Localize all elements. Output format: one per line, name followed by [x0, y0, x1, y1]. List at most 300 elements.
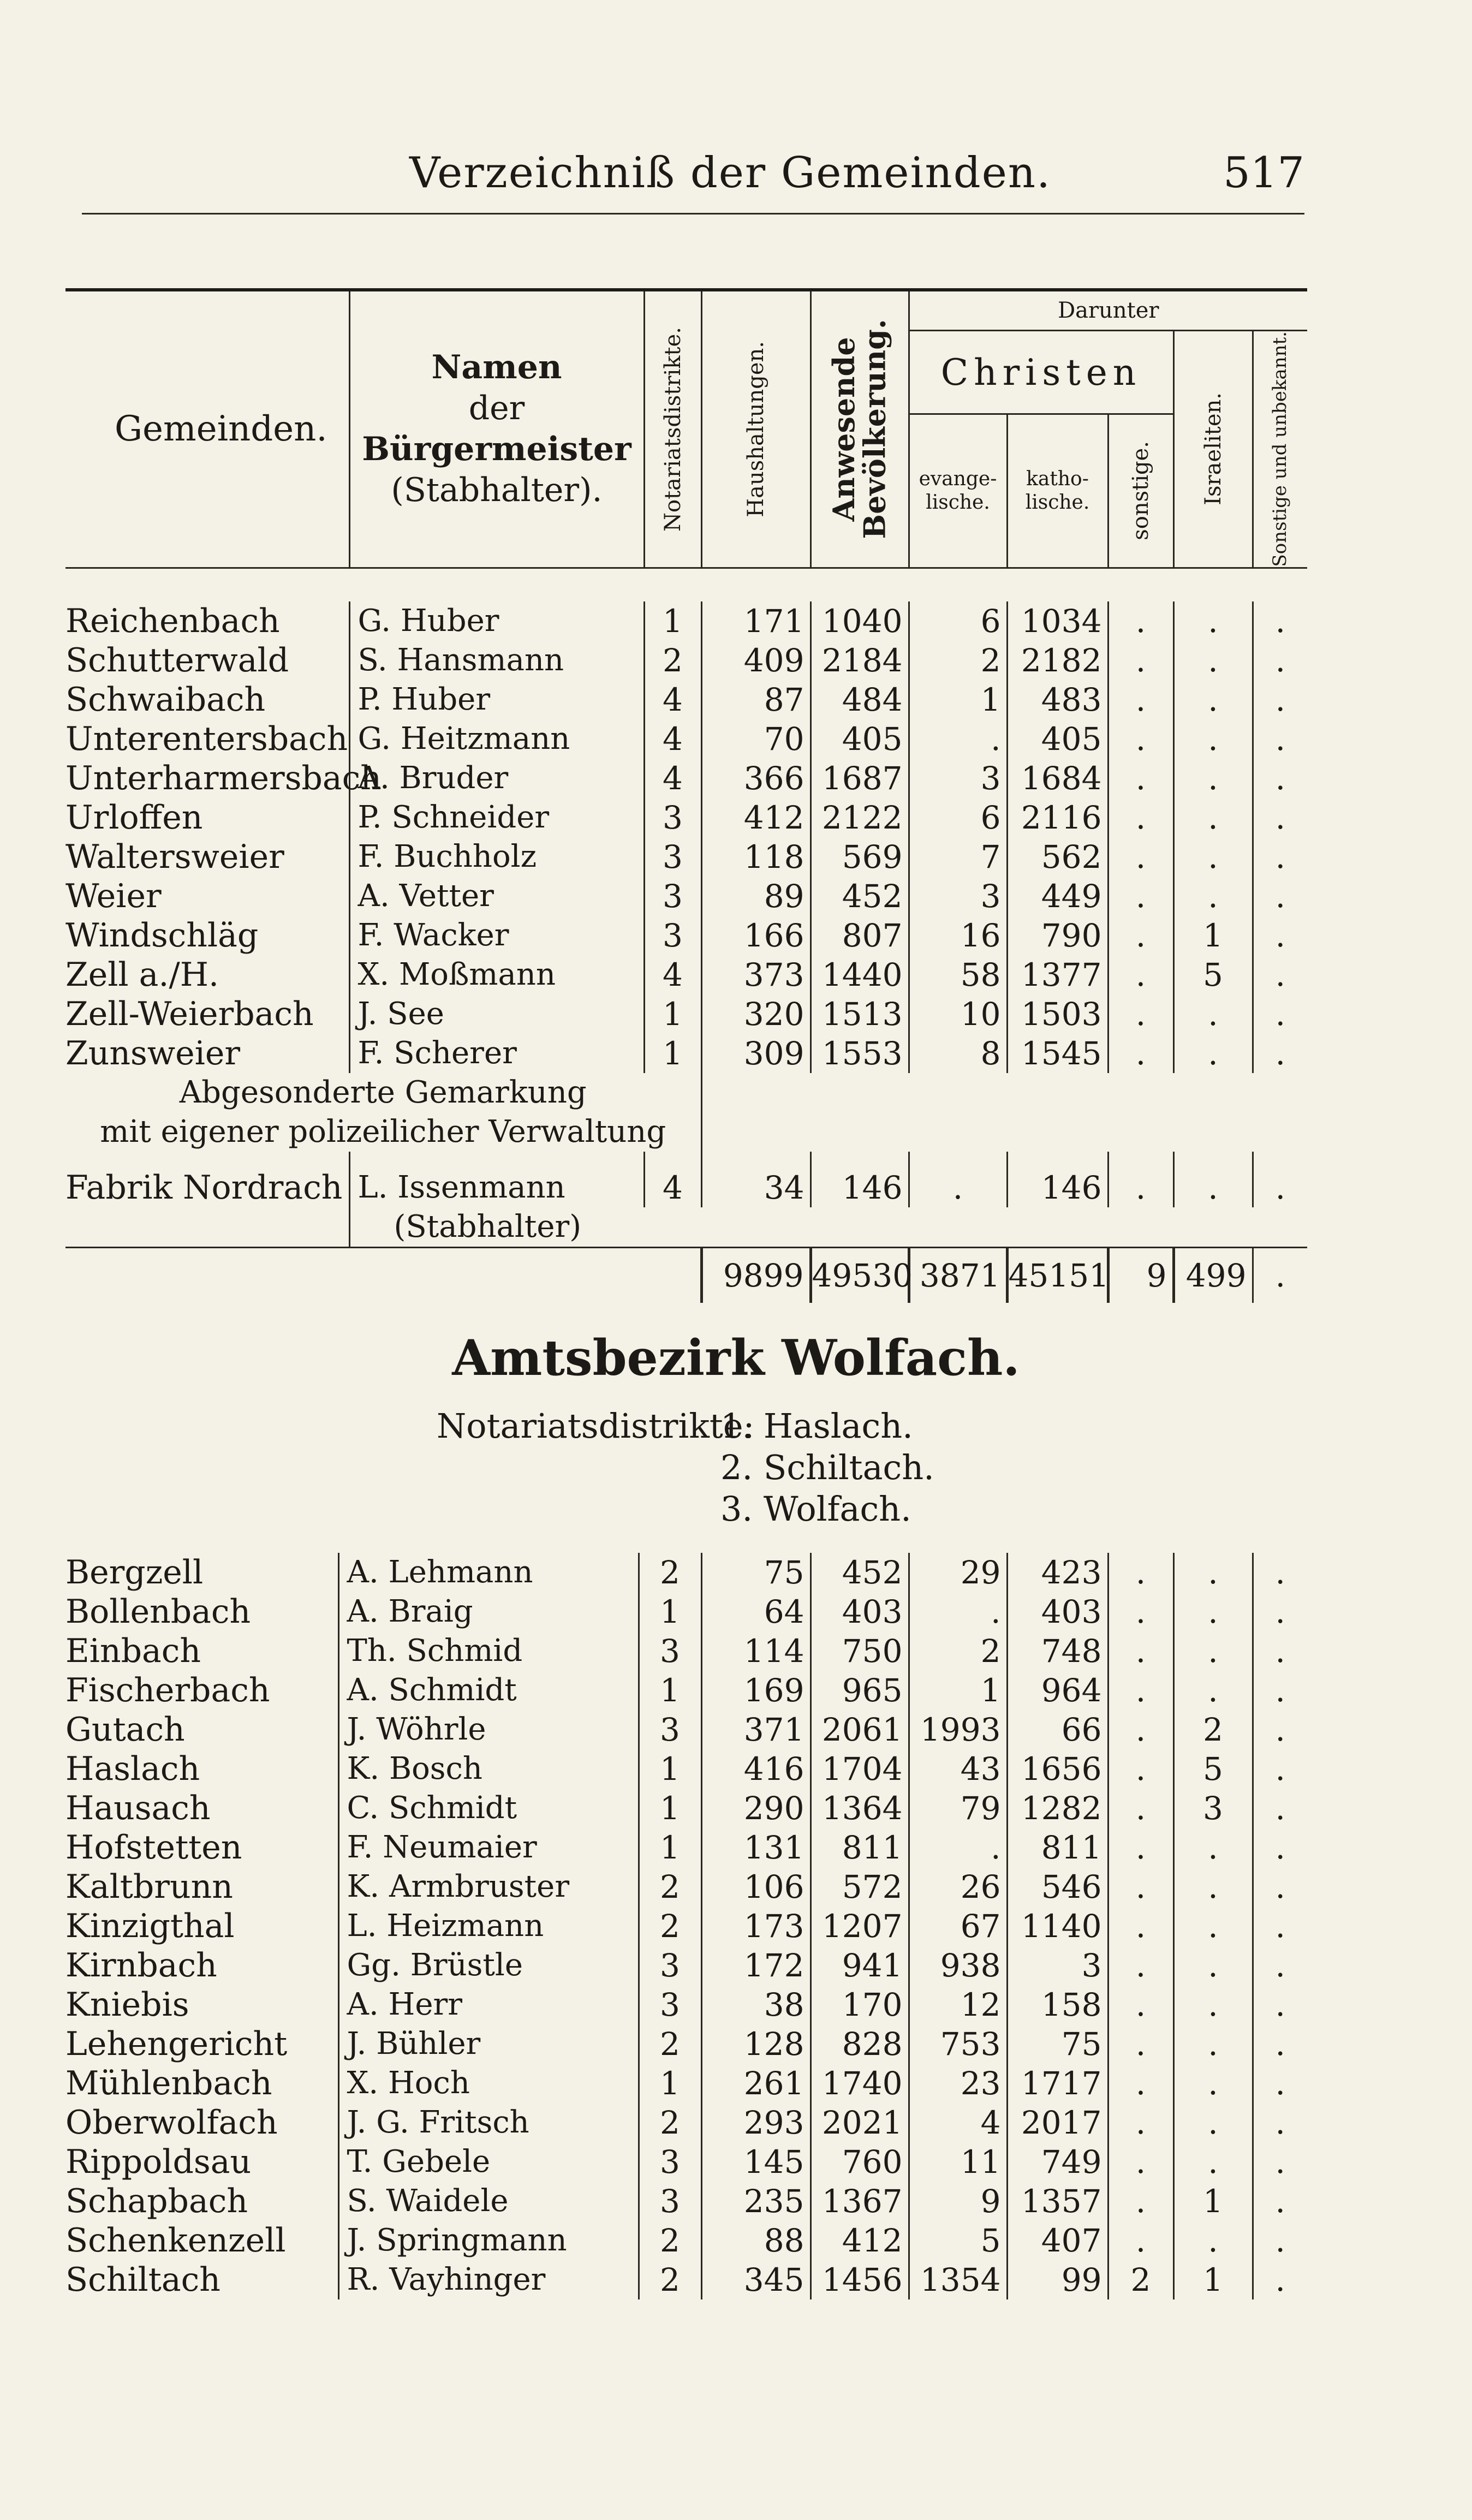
table-cell: Fischerbach	[65, 1671, 270, 1709]
table-cell: .	[1253, 2024, 1307, 2064]
table-row	[65, 1671, 1307, 1710]
table-cell: .	[1108, 2064, 1173, 2103]
table-cell: 449	[1007, 877, 1108, 916]
table-cell: 79	[909, 1789, 1007, 1828]
table-cell: 2017	[1007, 2103, 1108, 2142]
table-cell: 3	[909, 759, 1007, 798]
table-cell: .	[1173, 1553, 1253, 1592]
table-cell: 5	[1173, 955, 1253, 994]
table-cell: .	[1108, 759, 1173, 798]
table-cell: 452	[811, 877, 909, 916]
table-cell: .	[1253, 1907, 1307, 1946]
table-cell: Schutterwald	[65, 641, 289, 680]
table-cell: 416	[701, 1749, 811, 1789]
table-cell: .	[1108, 877, 1173, 916]
table-cell: 1993	[909, 1710, 1007, 1749]
table-row	[65, 2221, 1307, 2260]
table-row	[65, 1631, 1307, 1671]
table-cell: 1717	[1007, 2064, 1108, 2103]
header-notariat: Notariatsdistrikte.	[644, 290, 701, 568]
table-cell: 3	[639, 1985, 701, 2024]
table-cell: .	[1108, 1671, 1173, 1710]
table-cell: .	[1173, 1946, 1253, 1985]
table-cell: 235	[701, 2182, 811, 2221]
table-cell: 3	[644, 877, 701, 916]
table-cell: .	[1173, 2064, 1253, 2103]
table-cell: 1	[644, 1034, 701, 1073]
table-cell: 2	[639, 2024, 701, 2064]
table-cell: .	[1253, 1828, 1307, 1867]
table-cell: .	[1173, 1828, 1253, 1867]
table-cell: 483	[1007, 680, 1108, 719]
header-gemeinden: Gemeinden.	[65, 290, 349, 568]
table-cell: 293	[701, 2103, 811, 2142]
table-cell: 106	[701, 1867, 811, 1907]
table-cell: .	[1108, 2182, 1173, 2221]
table-row	[65, 955, 1307, 994]
table-cell: P. Schneider	[349, 798, 644, 837]
table-cell: 2	[639, 1907, 701, 1946]
table-cell: Bollenbach	[65, 1593, 251, 1631]
table-cell: .	[909, 1592, 1007, 1631]
table-cell: Bergzell	[65, 1553, 204, 1592]
table-row	[65, 1985, 1307, 2024]
header-christen: Christen	[909, 331, 1173, 414]
table-cell: J. Springmann	[338, 2221, 639, 2260]
table-cell: .	[1253, 2260, 1307, 2299]
table-cell: 3	[639, 2142, 701, 2182]
table-cell: .	[1253, 1671, 1307, 1710]
table-cell: Schiltach	[65, 2261, 220, 2299]
table-cell: Schenkenzell	[65, 2221, 286, 2260]
table-cell: 7	[909, 837, 1007, 877]
table-cell: 760	[811, 2142, 909, 2182]
header-unbekannt: Sonstige und unbekannt.	[1253, 331, 1307, 568]
table-cell: .	[1108, 1592, 1173, 1631]
table-cell: 171	[701, 601, 811, 641]
table-cell: 1	[639, 1828, 701, 1867]
table-cell: 1	[1173, 2260, 1253, 2299]
table-cell: 320	[701, 994, 811, 1034]
table-cell: .	[1173, 798, 1253, 837]
table-cell: 131	[701, 1828, 811, 1867]
table-cell: .	[1108, 2103, 1173, 2142]
table-cell: 118	[701, 837, 811, 877]
header-haushaltungen: Haushaltungen.	[701, 290, 811, 568]
table-cell: .	[1173, 2024, 1253, 2064]
table-cell: Zell-Weierbach	[65, 994, 314, 1033]
table-row	[65, 1907, 1307, 1946]
table-cell: .	[1253, 1034, 1307, 1073]
table-cell: Waltersweier	[65, 837, 284, 876]
table-cell: S. Hansmann	[349, 641, 644, 680]
table-cell: 169	[701, 1671, 811, 1710]
table-cell: 88	[701, 2221, 811, 2260]
table-cell: 3	[909, 877, 1007, 916]
table-cell: .	[1108, 2142, 1173, 2182]
table-cell: A. Lehmann	[338, 1553, 639, 1592]
table-cell: 2	[639, 2260, 701, 2299]
table-cell: P. Huber	[349, 680, 644, 719]
table-cell: 10	[909, 994, 1007, 1034]
table-cell: Unterentersbach	[65, 719, 348, 758]
table-cell: 1040	[811, 601, 909, 641]
table-cell: .	[1108, 837, 1173, 877]
table-cell: 1	[1173, 916, 1253, 955]
table-cell: Hausach	[65, 1789, 211, 1827]
table-cell: 412	[701, 798, 811, 837]
table-cell: 3	[644, 916, 701, 955]
table-municipalities-wolfach	[65, 1553, 1307, 2299]
table-cell: 562	[1007, 837, 1108, 877]
table-cell: K. Bosch	[338, 1749, 639, 1789]
table-cell: 366	[701, 759, 811, 798]
table-cell: 1	[644, 601, 701, 641]
table-cell: .	[1108, 601, 1173, 641]
table-cell: 2	[639, 2221, 701, 2260]
table-cell: 2	[639, 1553, 701, 1592]
table-cell: .	[1108, 955, 1173, 994]
table-cell: 9	[909, 2182, 1007, 2221]
table-cell: Kirnbach	[65, 1946, 217, 1985]
table-cell: 2061	[811, 1710, 909, 1749]
table-cell: 58	[909, 955, 1007, 994]
table-cell: 405	[811, 719, 909, 759]
table-cell: 572	[811, 1867, 909, 1907]
table-cell: .	[1253, 1553, 1307, 1592]
table-cell: 403	[1007, 1592, 1108, 1631]
table-cell: .	[1253, 680, 1307, 719]
table-row	[65, 759, 1307, 798]
table-cell: .	[1173, 1867, 1253, 1907]
table-cell: C. Schmidt	[338, 1789, 639, 1828]
table-cell: .	[1108, 1867, 1173, 1907]
table-row	[65, 2142, 1307, 2182]
table-cell: 64	[701, 1592, 811, 1631]
table-cell: .	[1253, 1592, 1307, 1631]
table-cell: .	[1108, 641, 1173, 680]
table-cell: .	[1253, 877, 1307, 916]
table-row	[65, 2064, 1307, 2103]
table-cell: .	[1253, 2142, 1307, 2182]
header-evangelisch: evange-lische.	[909, 414, 1007, 568]
table-cell: 373	[701, 955, 811, 994]
table-cell: 26	[909, 1867, 1007, 1907]
table-row	[65, 2103, 1307, 2142]
table-cell: 6	[909, 601, 1007, 641]
table-row	[65, 719, 1307, 759]
table-cell: 807	[811, 916, 909, 955]
table-cell: Schapbach	[65, 2182, 248, 2220]
table-cell: 1140	[1007, 1907, 1108, 1946]
totals-row: 9899 49530 3871 45151 9 499 .	[65, 1247, 1307, 1303]
page-number: 517	[1223, 148, 1304, 198]
table-cell: 75	[701, 1553, 811, 1592]
table-cell: .	[1108, 1985, 1173, 2024]
table-cell: .	[1253, 2221, 1307, 2260]
header-sonstige: sonstige.	[1108, 414, 1173, 568]
table-cell: 1	[639, 1592, 701, 1631]
table-cell: 4	[644, 955, 701, 994]
table-row	[65, 1592, 1307, 1631]
table-cell: 1740	[811, 2064, 909, 2103]
table-cell: 790	[1007, 916, 1108, 955]
table-cell: .	[1253, 1710, 1307, 1749]
table-cell: 1367	[811, 2182, 909, 2221]
table-cell: 70	[701, 719, 811, 759]
table-cell: S. Waidele	[338, 2182, 639, 2221]
table-cell: Gutach	[65, 1711, 185, 1749]
table-cell: .	[1253, 916, 1307, 955]
table-cell: Mühlenbach	[65, 2064, 272, 2102]
table-cell: 1357	[1007, 2182, 1108, 2221]
table-cell: G. Huber	[349, 601, 644, 641]
table-cell: .	[1253, 994, 1307, 1034]
table-cell: 1687	[811, 759, 909, 798]
table-cell: Haslach	[65, 1750, 200, 1788]
table-row	[65, 798, 1307, 837]
table-row	[65, 1867, 1307, 1907]
table-cell: .	[1173, 877, 1253, 916]
table-cell: 309	[701, 1034, 811, 1073]
page-header	[82, 136, 1304, 215]
table-cell: .	[1108, 916, 1173, 955]
table-cell: Schwaibach	[65, 680, 266, 719]
section-title: Amtsbezirk Wolfach.	[452, 1329, 1020, 1387]
notariat-list	[437, 1405, 934, 1530]
table-cell: 8	[909, 1034, 1007, 1073]
district-3: 3. Wolfach.	[720, 1489, 911, 1529]
header-israeliten: Israeliten.	[1173, 331, 1253, 568]
table-cell: 1	[639, 1789, 701, 1828]
table-cell: F. Wacker	[349, 916, 644, 955]
table-cell: .	[1253, 601, 1307, 641]
table-cell: .	[1253, 798, 1307, 837]
table-cell: 3	[639, 1710, 701, 1749]
table-cell: .	[1108, 1553, 1173, 1592]
table-cell: 2	[639, 2103, 701, 2142]
table-cell: .	[1173, 1671, 1253, 1710]
table-row	[65, 601, 1307, 641]
table-cell: G. Heitzmann	[349, 719, 644, 759]
table-cell: F. Neumaier	[338, 1828, 639, 1867]
header-buergermeister: Namen der Bürgermeister (Stabhalter).	[349, 290, 644, 568]
table-cell: Kniebis	[65, 1986, 189, 2024]
table-cell: .	[1108, 1828, 1173, 1867]
table-cell: 29	[909, 1553, 1007, 1592]
table-cell: Th. Schmid	[338, 1631, 639, 1671]
table-row	[65, 2260, 1307, 2299]
table-cell: .	[1108, 1631, 1173, 1671]
table-cell: 412	[811, 2221, 909, 2260]
table-cell: Unterharmersbach	[65, 759, 382, 797]
table-cell: Rippoldsau	[65, 2143, 252, 2181]
table-cell: 87	[701, 680, 811, 719]
table-row	[65, 837, 1307, 877]
table-cell: A. Herr	[338, 1985, 639, 2024]
table-cell: 99	[1007, 2260, 1108, 2299]
table-cell: .	[1108, 2221, 1173, 2260]
table-cell: 4	[644, 759, 701, 798]
table-cell: 1	[1173, 2182, 1253, 2221]
table-cell: .	[1173, 1592, 1253, 1631]
table-cell: 938	[909, 1946, 1007, 1985]
table-cell: .	[909, 719, 1007, 759]
table-cell: 403	[811, 1592, 909, 1631]
table-cell: 371	[701, 1710, 811, 1749]
table-cell: 965	[811, 1671, 909, 1710]
table-cell: 1	[644, 994, 701, 1034]
table-cell: .	[1173, 1985, 1253, 2024]
table-cell: .	[1108, 1907, 1173, 1946]
table-cell: .	[1173, 1034, 1253, 1073]
table-cell: 2	[909, 1631, 1007, 1671]
table-cell: .	[1108, 1710, 1173, 1749]
table-row	[65, 641, 1307, 680]
table-cell: Einbach	[65, 1632, 201, 1670]
table-cell: J. G. Fritsch	[338, 2103, 639, 2142]
table-cell: .	[1173, 2103, 1253, 2142]
table-cell: .	[1253, 719, 1307, 759]
table-cell: F. Scherer	[349, 1034, 644, 1073]
table-cell: .	[1253, 1985, 1307, 2024]
table-cell: J. See	[349, 994, 644, 1034]
table-cell: 4	[644, 719, 701, 759]
table-cell: 4	[909, 2103, 1007, 2142]
table-cell: J. Wöhrle	[338, 1710, 639, 1749]
table-cell: Kaltbrunn	[65, 1868, 233, 1906]
table-cell: 1513	[811, 994, 909, 1034]
table-cell: .	[1173, 2221, 1253, 2260]
table-cell: A. Schmidt	[338, 1671, 639, 1710]
table-cell: 4	[644, 680, 701, 719]
table-cell: .	[1253, 1749, 1307, 1789]
table-cell: 1364	[811, 1789, 909, 1828]
table-cell: 409	[701, 641, 811, 680]
table-cell: 3	[639, 1631, 701, 1671]
table-cell: 43	[909, 1749, 1007, 1789]
header-bevoelkerung: Anwesende Bevölkerung.	[811, 290, 909, 568]
table-cell: 16	[909, 916, 1007, 955]
fabrik-stabhalter: (Stabhalter)	[349, 1207, 644, 1248]
header-darunter: Darunter	[909, 290, 1307, 331]
table-cell: 170	[811, 1985, 909, 2024]
table-cell: .	[1173, 2142, 1253, 2182]
table-cell: 67	[909, 1907, 1007, 1946]
table-row	[65, 1789, 1307, 1828]
table-cell: 2	[1173, 1710, 1253, 1749]
table-cell: J. Bühler	[338, 2024, 639, 2064]
district-1: 1. Haslach.	[720, 1406, 913, 1446]
table-row	[65, 2024, 1307, 2064]
table-cell: 1456	[811, 2260, 909, 2299]
table-cell: .	[1173, 641, 1253, 680]
table-cell: 3	[1007, 1946, 1108, 1985]
note-line-1: Abgesonderte Gemarkung	[179, 1074, 587, 1110]
district-2: 2. Schiltach.	[720, 1447, 934, 1487]
table-cell: 158	[1007, 1985, 1108, 2024]
table-cell: .	[1253, 1631, 1307, 1671]
table-cell: 750	[811, 1631, 909, 1671]
table-cell: 811	[1007, 1828, 1108, 1867]
table-cell: Zunsweier	[65, 1034, 241, 1073]
table-cell: 11	[909, 2142, 1007, 2182]
table-cell: .	[1253, 955, 1307, 994]
table-cell: 2	[1108, 2260, 1173, 2299]
table-cell: .	[1108, 798, 1173, 837]
table-cell: .	[1173, 1631, 1253, 1671]
table-cell: 3	[644, 837, 701, 877]
table-cell: 1	[639, 2064, 701, 2103]
note-line-2: mit eigener polizeilicher Verwaltung	[100, 1113, 666, 1149]
table-cell: 261	[701, 2064, 811, 2103]
table-cell: 1	[909, 1671, 1007, 1710]
table-cell: 5	[1173, 1749, 1253, 1789]
table-cell: 1553	[811, 1034, 909, 1073]
table-row	[65, 1034, 1307, 1073]
table-cell: 89	[701, 877, 811, 916]
table-cell: 1684	[1007, 759, 1108, 798]
table-cell: 423	[1007, 1553, 1108, 1592]
table-cell: .	[1253, 2064, 1307, 2103]
table-cell: 5	[909, 2221, 1007, 2260]
table-row	[65, 2182, 1307, 2221]
table-cell: 407	[1007, 2221, 1108, 2260]
table-cell: 3	[639, 2182, 701, 2221]
table-row	[65, 877, 1307, 916]
notariat-label: Notariatsdistrikte:	[437, 1406, 755, 1446]
table-cell: 811	[811, 1828, 909, 1867]
table-cell: .	[1253, 837, 1307, 877]
table-cell: 484	[811, 680, 909, 719]
table-cell: .	[1253, 759, 1307, 798]
table-cell: 145	[701, 2142, 811, 2182]
table-cell: 1	[909, 680, 1007, 719]
table-cell: 1034	[1007, 601, 1108, 641]
table-cell: 6	[909, 798, 1007, 837]
table-row	[65, 994, 1307, 1034]
table-cell: T. Gebele	[338, 2142, 639, 2182]
table-cell: .	[909, 1828, 1007, 1867]
table-cell: 75	[1007, 2024, 1108, 2064]
table-cell: R. Vayhinger	[338, 2260, 639, 2299]
table-cell: .	[1173, 680, 1253, 719]
table-cell: A. Braig	[338, 1592, 639, 1631]
table-cell: 2182	[1007, 641, 1108, 680]
table-cell: .	[1253, 1867, 1307, 1907]
table-cell: .	[1108, 1946, 1173, 1985]
table-cell: 1503	[1007, 994, 1108, 1034]
table-row-fabrik: Fabrik Nordrach L. Issenmann 4 34 146 . 146 . . .	[65, 1152, 1307, 1207]
table-cell: .	[1173, 759, 1253, 798]
table-cell: Kinzigthal	[65, 1907, 235, 1945]
table-cell: .	[1108, 1789, 1173, 1828]
table-cell: Zell a./H.	[65, 955, 219, 994]
table-cell: 290	[701, 1789, 811, 1828]
table-cell: 405	[1007, 719, 1108, 759]
table-cell: .	[1108, 719, 1173, 759]
table-cell: 1	[639, 1749, 701, 1789]
table-cell: 452	[811, 1553, 909, 1592]
table-cell: 3	[1173, 1789, 1253, 1828]
table-cell: 2	[639, 1867, 701, 1907]
table-cell: 1377	[1007, 955, 1108, 994]
table-cell: 569	[811, 837, 909, 877]
table-cell: 828	[811, 2024, 909, 2064]
table-cell: 66	[1007, 1710, 1108, 1749]
table-row	[65, 916, 1307, 955]
table-cell: 1207	[811, 1907, 909, 1946]
